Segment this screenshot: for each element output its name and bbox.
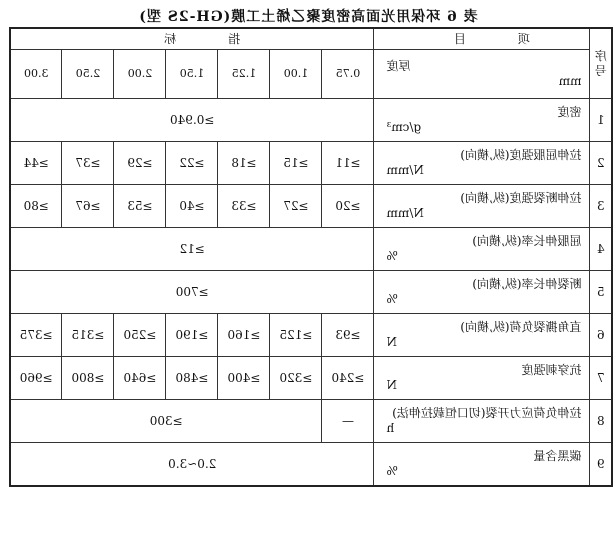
spec-value: ≥0.940 [10, 99, 374, 142]
thickness-value: 1.00 [270, 50, 322, 99]
property-cell [374, 185, 590, 228]
item-header: 项 目 [374, 28, 590, 50]
property-unit: g/cm³ [386, 120, 422, 134]
table-row [10, 314, 612, 357]
row-number: 3 [590, 185, 612, 228]
spec-value: ≥40 [166, 185, 218, 228]
property-cell [374, 443, 590, 487]
property-unit: N/mm [386, 163, 424, 177]
spec-value: ≥400 [218, 357, 270, 400]
property-cell [374, 271, 590, 314]
property-cell [374, 228, 590, 271]
thickness-value: 2.00 [114, 50, 166, 99]
property-name: 碳黑含量 [533, 449, 582, 463]
property-name: 拉伸负荷应力开裂(切口恒载拉伸法) [392, 406, 582, 420]
row-number: 1 [590, 99, 612, 142]
property-cell [374, 142, 590, 185]
spec-value: ≥37 [62, 142, 114, 185]
table-row [10, 443, 612, 487]
thickness-unit: mm [558, 74, 582, 88]
property-unit: % [386, 464, 398, 478]
spec-table [9, 27, 613, 487]
row-number: 9 [590, 443, 612, 487]
spec-value: ≥53 [114, 185, 166, 228]
table-row [10, 142, 612, 185]
property-unit: N/mm [386, 206, 424, 220]
spec-value: ≥800 [62, 357, 114, 400]
spec-value: ≥640 [114, 357, 166, 400]
thickness-value: 1.50 [166, 50, 218, 99]
row-number: 7 [590, 357, 612, 400]
spec-value: ≥300 [10, 400, 322, 443]
property-name: 拉伸屈服强度(纵,横向) [460, 148, 582, 162]
spec-value: ≥27 [270, 185, 322, 228]
spec-value: 2.0~3.0 [10, 443, 374, 487]
row-number: 8 [590, 400, 612, 443]
row-number: 4 [590, 228, 612, 271]
property-unit: h [386, 421, 395, 435]
thickness-value: 1.25 [218, 50, 270, 99]
spec-value: ≥93 [322, 314, 374, 357]
table-row [10, 357, 612, 400]
table-row [10, 271, 612, 314]
row-number: 2 [590, 142, 612, 185]
spec-value: ≥12 [10, 228, 374, 271]
spec-value: ≥80 [10, 185, 62, 228]
spec-value: ≥375 [10, 314, 62, 357]
row-number: 6 [590, 314, 612, 357]
thickness-value: 3.00 [10, 50, 62, 99]
property-unit: % [386, 249, 398, 263]
thickness-value: 0.75 [322, 50, 374, 99]
property-cell [374, 314, 590, 357]
spec-value: ≥320 [270, 357, 322, 400]
spec-value: ≥125 [270, 314, 322, 357]
spec-value: ≥315 [62, 314, 114, 357]
spec-value: ≥15 [270, 142, 322, 185]
spec-value: ≥160 [218, 314, 270, 357]
thickness-value: 2.50 [62, 50, 114, 99]
spec-value: ≥22 [166, 142, 218, 185]
spec-value: ≥240 [322, 357, 374, 400]
property-name: 断裂伸长率(纵,横向) [472, 277, 582, 291]
property-unit: N [386, 335, 397, 349]
property-cell [374, 99, 590, 142]
spec-value: ≥700 [10, 271, 374, 314]
thickness-label: 厚度 [386, 59, 411, 73]
spec-value: ≥29 [114, 142, 166, 185]
property-name: 密度 [557, 105, 582, 119]
table-row [10, 228, 612, 271]
spec-value: ≥11 [322, 142, 374, 185]
property-name: 直角撕裂负荷(纵,横向) [460, 320, 582, 334]
spec-value: ≥33 [218, 185, 270, 228]
spec-header: 指 标 [10, 28, 374, 50]
property-cell [374, 400, 590, 443]
spec-value: ≥250 [114, 314, 166, 357]
table-row [10, 400, 612, 443]
table-row [10, 99, 612, 142]
property-name: 屈服伸长率(纵,横向) [472, 234, 582, 248]
spec-value: ≥190 [166, 314, 218, 357]
index-header: 序号 [590, 28, 612, 99]
spec-value: ≥960 [10, 357, 62, 400]
property-unit: % [386, 292, 398, 306]
property-unit: N [386, 378, 397, 392]
spec-value: ≥20 [322, 185, 374, 228]
spec-value: ≥44 [10, 142, 62, 185]
spec-value: ≥480 [166, 357, 218, 400]
spec-value: ≥67 [62, 185, 114, 228]
table-row [10, 185, 612, 228]
property-cell [374, 357, 590, 400]
table-title: 表 6 环保用光面高密度聚乙烯土工膜(GH-2S 型) [138, 9, 478, 25]
row-number: 5 [590, 271, 612, 314]
thickness-header-cell [374, 50, 590, 99]
property-name: 拉伸断裂强度(纵,横向) [460, 191, 582, 205]
spec-value: — [322, 400, 374, 443]
property-name: 抗穿刺强度 [521, 363, 582, 377]
spec-value: ≥18 [218, 142, 270, 185]
